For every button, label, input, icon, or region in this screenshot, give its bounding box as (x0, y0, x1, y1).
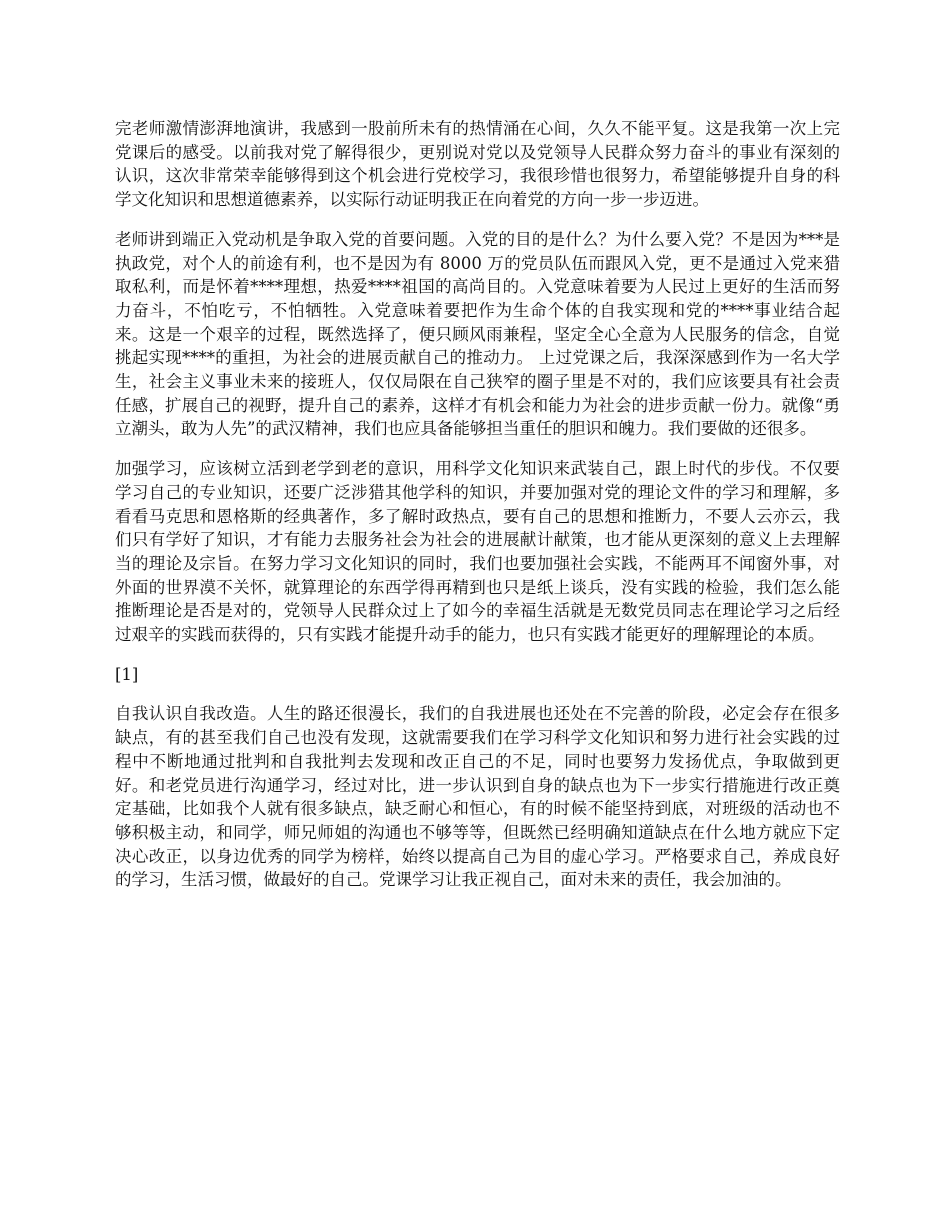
footnote-marker: [1] (115, 664, 139, 684)
paragraph-3: 加强学习，应该树立活到老学到老的意识，用科学文化知识来武装自己，跟上时代的步伐。不仅要学习自己的专业知识，还要广泛涉猎其他学科的知识，并要加强对党的理论文件的学习和理解，多看看马克思和恩格斯的经典著作，多了解时政热点，要有自己的思想和推断力，不要人云亦云，我们只有学好了知识，才有能力去服务社会为社会的进展献计献策，也才能从更深刻的意义上去理解当的理论及宗旨。在努力学习文化知识的同时，我们也要加强社会实践，不能两耳不闻窗外事，对外面的世界漠不关怀，就算理论的东西学得再精到也只是纸上谈兵，没有实践的检验，我们怎么能推断理论是否是对的，党领导人民群众过上了如今的幸福生活就是无数党员同志在理论学习之后经过艰辛的实践而获得的，只有实践才能提升动手的能力，也只有实践才能更好的理解理论的本质。 (115, 459, 840, 645)
paragraph-2: 老师讲到端正入党动机是争取入党的首要问题。入党的目的是什么？为什么要入党？不是因为***是执政党，对个人的前途有利，也不是因为有 8000 万的党员队伍而跟风入党，更不是通过入党来猎取私利，而是怀着****理想，热爱****祖国的高尚目的。入党意味着要为人民过上更好的生活而努力奋斗，不怕吃亏，不怕牺牲。入党意味着要把作为生命个体的自我实现和党的****事业结合起来。这是一个艰辛的过程，既然选择了，便只顾风雨兼程，坚定全心全意为人民服务的信念，自觉挑起实现****的重担，为社会的进展贡献自己的推动力。 上过党课之后，我深深感到作为一名大学生，社会主义事业未来的接班人，仅仅局限在自己狭窄的圈子里是不对的，我们应该要具有社会责任感，扩展自己的视野，提升自己的素养，这样才有机会和能力为社会的进步贡献一份力。就像“勇立潮头，敢为人先”的武汉精神，我们也应具备能够担当重任的胆识和魄力。我们要做的还很多。 (115, 229, 840, 439)
paragraph-4: 自我认识自我改造。人生的路还很漫长，我们的自我进展也还处在不完善的阶段，必定会存在很多缺点，有的甚至我们自己也没有发现，这就需要我们在学习科学文化知识和努力进行社会实践的过程中不断地通过批判和自我批判去发现和改正自己的不足，同时也要努力发扬优点，争取做到更好。和老党员进行沟通学习，经过对比，进一步认识到自身的缺点也为下一步实行措施进行改正奠定基础，比如我个人就有很多缺点，缺乏耐心和恒心，有的时候不能坚持到底，对班级的活动也不够积极主动，和同学，师兄师姐的沟通也不够等等，但既然已经明确知道缺点在什么地方就应下定决心改正，以身边优秀的同学为榜样，始终以提高自己为目的虚心学习。严格要求自己，养成良好的学习，生活习惯，做最好的自己。党课学习让我正视自己，面对未来的责任，我会加油的。 (115, 704, 840, 890)
document-body (115, 117, 840, 908)
paragraph-1: 完老师激情澎湃地演讲，我感到一股前所未有的热情涌在心间，久久不能平复。这是我第一次上完党课后的感受。以前我对党了解得很少，更别说对党以及党领导人民群众努力奋斗的事业有深刻的认识，这次非常荣幸能够得到这个机会进行党校学习，我很珍惜也很努力，希望能够提升自身的科学文化知识和思想道德素养，以实际行动证明我正在向着党的方向一步一步迈进。 (115, 119, 840, 210)
